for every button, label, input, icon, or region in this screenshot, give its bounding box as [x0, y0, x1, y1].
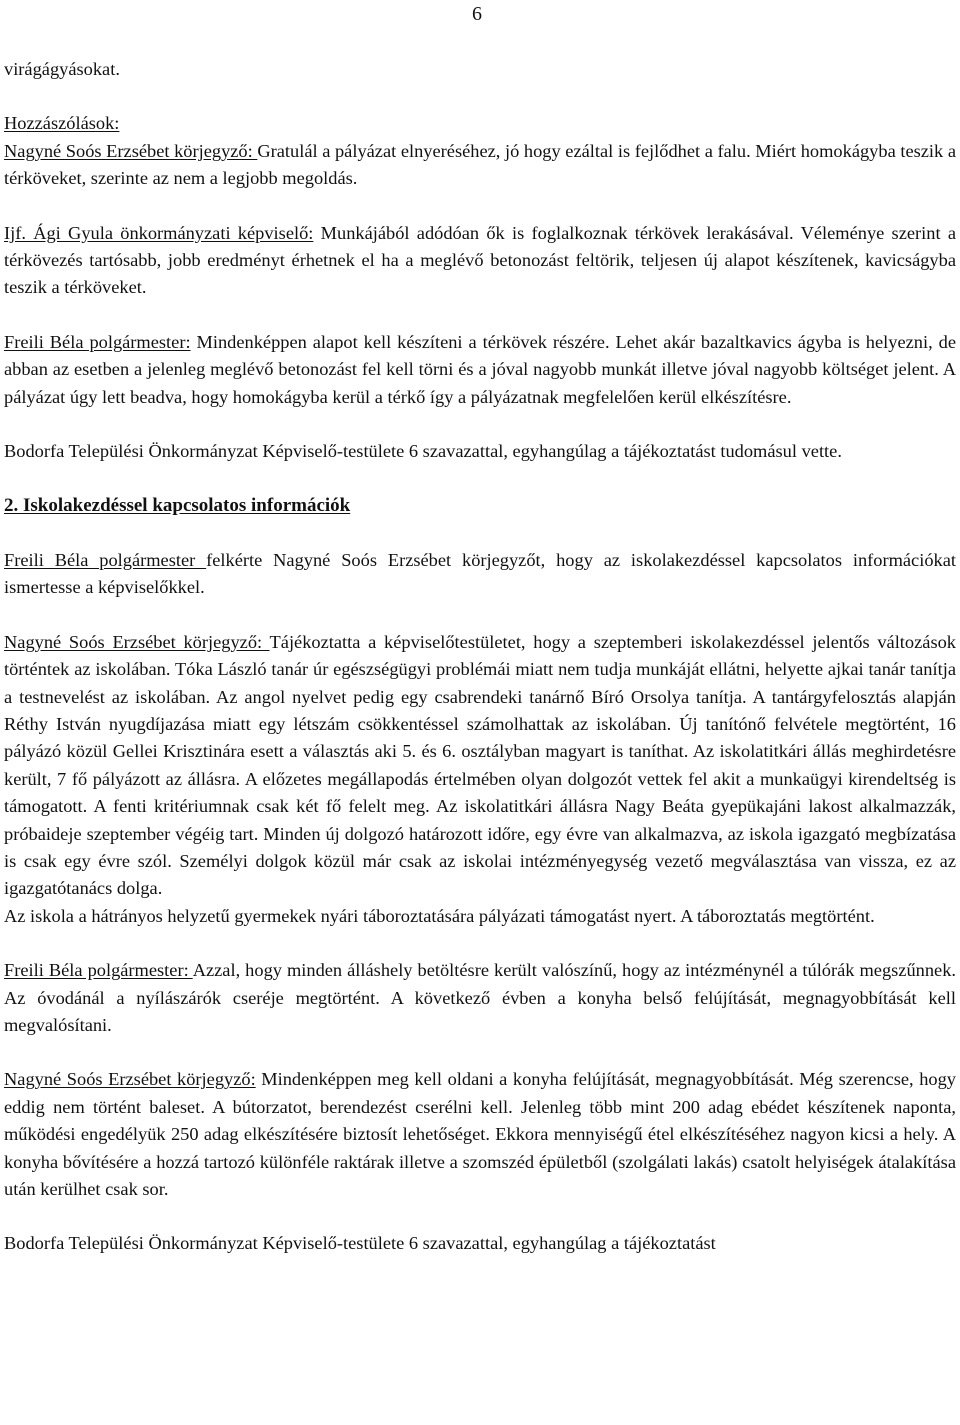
paragraph-spacer: [4, 411, 956, 438]
paragraph: [4, 138, 956, 193]
speaker-label: Hozzászólások:: [4, 113, 120, 134]
speaker-label: Nagyné Soós Erzsébet körjegyző:: [4, 631, 270, 652]
speaker-label: Freili Béla polgármester: [4, 549, 207, 570]
paragraph-text: Bodorfa Települési Önkormányzat Képviselő-testülete 6 szavazattal, egyhangúlag a tájékoztatást: [4, 1233, 716, 1254]
speaker-label: Nagyné Soós Erzsébet körjegyző:: [4, 1069, 256, 1090]
paragraph-spacer: [4, 602, 956, 629]
paragraph-spacer: [4, 1039, 956, 1066]
paragraph-text: Mindenképpen meg kell oldani a konyha felújítását, megnagyobbítását. Még szerencse, hogy eddig nem történt baleset. A bútorzatot, berendezést cserélni kell. Jelenleg több mint 200 adag ebédet készítenek naponta, működési engedélyük 250 adag elkészítésére biztosít lehetőséget. Ekkora mennyiségű étel elkészítéséhez nagyon kicsi a hely. A konyha bővítésére a hozzá tartozó különféle raktárak illetve a szomszéd épületből (szolgálati lakás) csatolt helyiségek átalakítása után kerülhet csak sor.: [4, 1069, 957, 1199]
speaker-label: Freili Béla polgármester:: [4, 331, 191, 352]
paragraph-text: felkérte Nagyné Soós Erzsébet körjegyzőt, hogy az iskolakezdéssel kapcsolatos információkat ismertesse a képviselőkkel.: [4, 549, 956, 598]
paragraph-spacer: [4, 302, 956, 329]
paragraph: [4, 438, 956, 465]
paragraph: [4, 547, 956, 602]
paragraph-spacer: [4, 83, 956, 110]
paragraph-text: virágágyásokat.: [4, 59, 120, 79]
paragraph: [4, 220, 956, 302]
page-number: 6: [472, 3, 482, 25]
section-heading: [4, 492, 956, 519]
paragraph-spacer: [4, 520, 956, 547]
paragraph: [4, 629, 956, 903]
paragraph-text: Tájékoztatta a képviselőtestületet, hogy a szeptemberi iskolakezdéssel jelentős változások történtek az iskolában. Tóka László tanár úr egészségügyi problémái miatt nem tudja munkáját ellátni, helyette ajkai tanár tanítja a testnevelést az iskolában. Az angol nyelvet pedig egy csabrendeki tanárnő Bíró Orsolya tanítja. A tantárgyfelosztás alapján Réthy István nyugdíjazása miatt egy létszám csökkentéssel számolhattak az iskolában. Új tanítónő felvétele megtörtént, 16 pályázó közül Gellei Krisztinára esett a választás aki 5. és 6. osztályban magyart is taníthat. Az iskolatitkári állás meghirdetésre került, 7 fő pályázott az állásra. A előzetes megállapodás értelmében olyan dolgozót vettek fel akit a munkaügyi kirendeltség is támogatott. A fenti kritériumnak csak két fő felelt meg. Az iskolatitkári állásra Nagy Beáta gyepükajáni lakost alkalmazzák, próbaideje szeptember végéig tart. Minden új dolgozó határozott időre, egy évre van alkalmazva, az iskola igazgató megbízatása is csak egy évre szól. Személyi dolgok közül már csak az iskolai intézményegység vezető megválasztása van vissza, ez az igazgatótanács dolga.: [4, 631, 956, 899]
speaker-label: Ijf. Ági Gyula önkormányzati képviselő:: [4, 222, 314, 243]
paragraph-text: Mindenképpen alapot kell készíteni a térkövek részére. Lehet akár bazaltkavics ágyba is helyezni, de abban az esetben a jelenleg meglévő betonozást fel kell törni és a jóval nagyobb munkát illetve jóval nagyobb költséget jelent. A pályázat úgy lett beadva, hogy homokágyba kerül a térkő így a pályázatnak megfelelően kerül elkészítésre.: [4, 331, 956, 407]
speaker-label: 2. Iskolakezdéssel kapcsolatos információk: [4, 495, 351, 517]
paragraph-text: Bodorfa Települési Önkormányzat Képviselő-testülete 6 szavazattal, egyhangúlag a tájékoztatást tudomásul vette.: [4, 441, 842, 462]
paragraph-spacer: [4, 1203, 956, 1230]
paragraph-text: Munkájából adódóan ők is foglalkoznak térkövek lerakásával. Véleménye szerint a térkövezés tartósabb, jobb eredményt érhetnek el ha a meglévő betonozást feltörik, teljesen új alapot készítenek, kavicságyba teszik a térköveket.: [4, 222, 956, 298]
document-body: [4, 56, 956, 1258]
paragraph-text: Gratulál a pályázat elnyeréséhez, jó hogy ezáltal is fejlődhet a falu. Miért homokágyba teszik a térköveket, szerinte az nem a legjobb megoldás.: [4, 140, 956, 189]
speaker-label: Freili Béla polgármester:: [4, 960, 193, 981]
paragraph-text: Az iskola a hátrányos helyzetű gyermekek nyári táboroztatására pályázati támogatást nyert. A táboroztatás megtörtént.: [4, 905, 875, 926]
paragraph: [4, 329, 956, 411]
paragraph-text: Azzal, hogy minden álláshely betöltésre került valószínű, hogy az intézménynél a túlórák megszűnnek. Az óvodánál a nyílászárók cseréje megtörtént. A következő évben a konyha belső felújítását, megnagyobbítását kell megvalósítani.: [4, 960, 957, 1035]
paragraph: [4, 957, 956, 1039]
paragraph-spacer: [4, 930, 956, 957]
paragraph: [4, 56, 956, 83]
paragraph: [4, 1230, 956, 1257]
speaker-label: Nagyné Soós Erzsébet körjegyző:: [4, 140, 258, 161]
paragraph-spacer: [4, 193, 956, 220]
paragraph-spacer: [4, 465, 956, 492]
paragraph: [4, 110, 956, 137]
paragraph: [4, 1066, 956, 1203]
paragraph: [4, 903, 956, 930]
